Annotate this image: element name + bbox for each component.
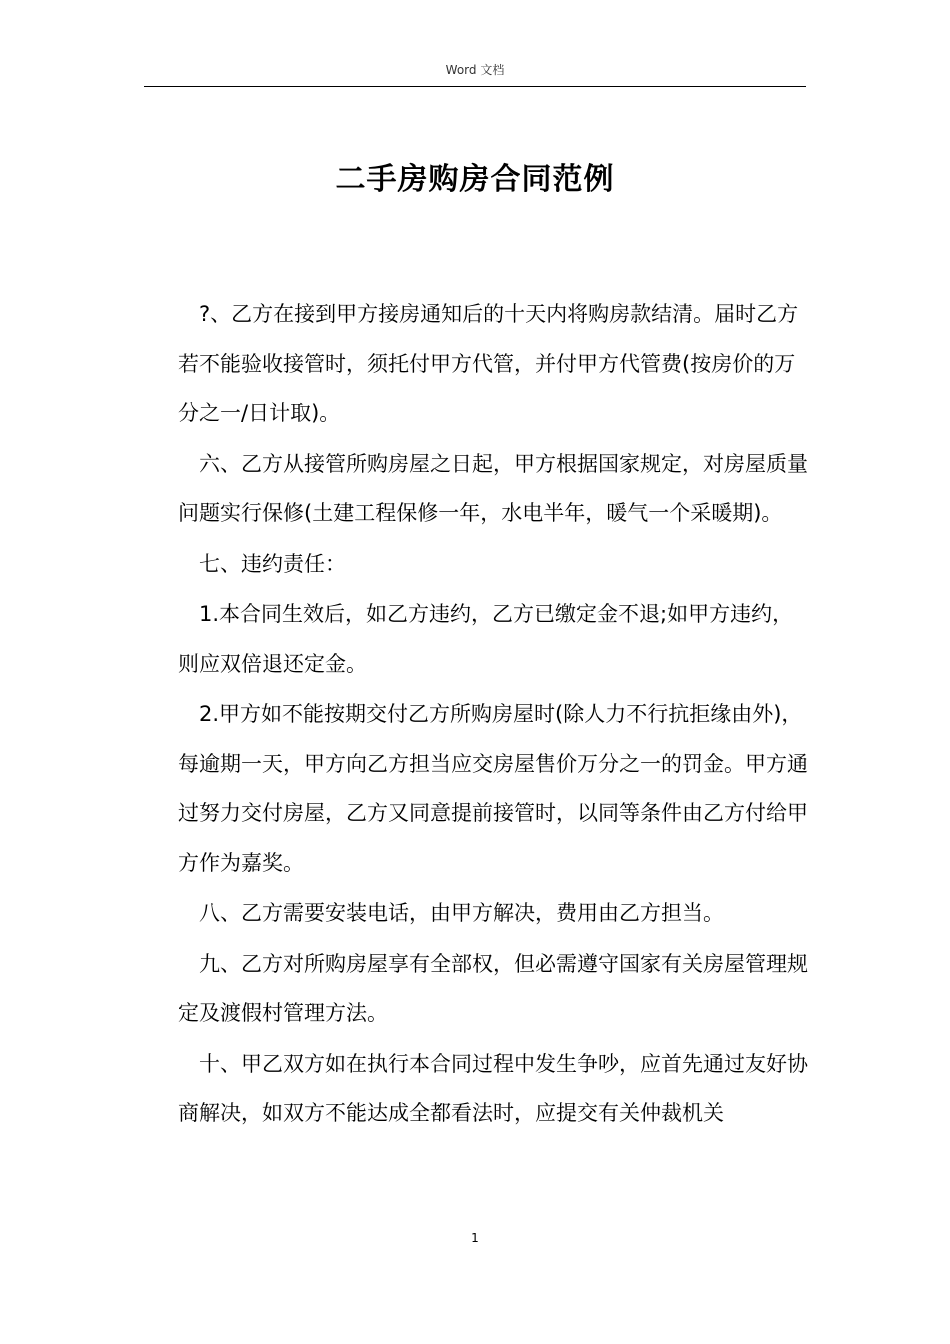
header-divider [144, 86, 806, 87]
paragraph-ownership: 九、乙方对所购房屋享有全部权，但必需遵守国家有关房屋管理规定及渡假村管理方法。 [178, 951, 808, 1025]
page-number: 1 [471, 1231, 479, 1245]
document-body [178, 290, 808, 1140]
paragraph-telephone: 八、乙方需要安装电话，由甲方解决，费用由乙方担当。 [199, 901, 724, 925]
paragraph-payment: ?、乙方在接到甲方接房通知后的十天内将购房款结清。届时乙方若不能验收接管时，须托付甲方代管，并付甲方代管费(按房价的万分之一/日计取)。 [178, 302, 799, 425]
paragraph-breach-heading: 七、违约责任： [199, 551, 346, 576]
paragraph-dispute: 十、甲乙双方如在执行本合同过程中发生争吵，应首先通过友好协商解决，如双方不能达成全都看法时，应提交有关仲裁机关 [178, 1051, 808, 1125]
page-header: Word 文档 [445, 63, 505, 77]
paragraph-breach-deposit: 1.本合同生效后，如乙方违约，乙方已缴定金不退;如甲方违约，则应双倍退还定金。 [178, 602, 794, 676]
paragraph-warranty: 六、乙方从接管所购房屋之日起，甲方根据国家规定，对房屋质量问题实行保修(土建工程保修一年，水电半年，暖气一个采暖期)。 [178, 451, 808, 525]
paragraph-breach-delay: 2.甲方如不能按期交付乙方所购房屋时(除人力不行抗拒缘由外)，每逾期一天，甲方向乙方担当应交房屋售价万分之一的罚金。甲方通过努力交付房屋，乙方又同意提前接管时，以同等条件由乙方付给甲方作为嘉奖。 [178, 702, 808, 875]
document-title: 二手房购房合同范例 [335, 162, 615, 197]
